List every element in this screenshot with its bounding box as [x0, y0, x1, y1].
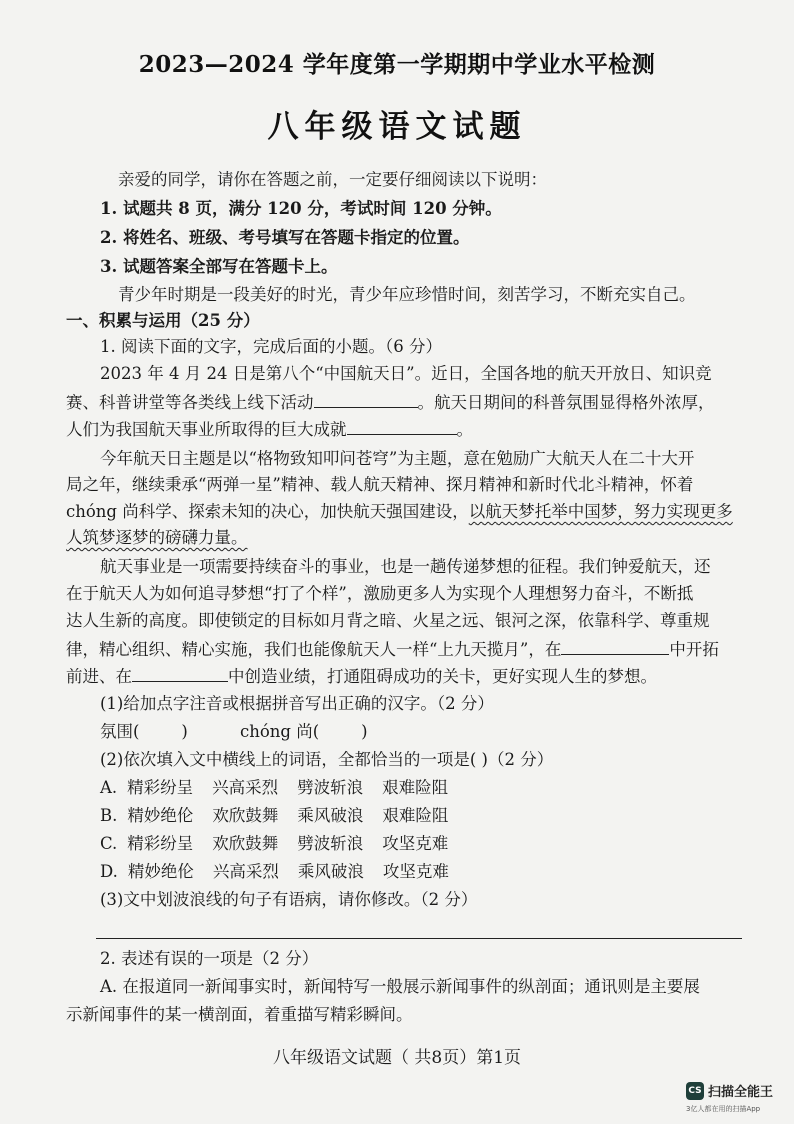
option-word: 乘风破浪 — [297, 862, 364, 881]
option-letter: B. — [100, 806, 118, 825]
subquestion-1-answers — [100, 722, 368, 742]
passage-text: 。 — [456, 420, 473, 439]
option-word: 兴高采烈 — [212, 862, 279, 881]
option-letter: C. — [100, 834, 118, 853]
option-letter: D. — [100, 862, 118, 881]
option-row — [100, 834, 467, 854]
wavy-underlined-sentence: 以航天梦托举中国梦，努力实现更多 — [468, 502, 733, 521]
passage-line: 航天事业是一项需要持续奋斗的事业，也是一趟传递梦想的征程。我们钟爱航天，还 — [100, 557, 711, 576]
passage-line: 2023 年 4 月 24 日是第八个“中国航天日”。近日，全国各地的航天开放日、知识竞 — [100, 364, 712, 383]
wavy-underlined-sentence: 人筑梦逐梦的磅礴力量。 — [66, 528, 248, 547]
motto: 青少年时期是一段美好的时光，青少年应珍惜时间，刻苦学习，不断充实自己。 — [118, 285, 696, 304]
subquestion-3: (3)文中划波浪线的句子有语病，请你修改。（2 分） — [100, 890, 478, 909]
option-row — [100, 806, 467, 826]
answer-line — [96, 938, 742, 939]
passage-line: 今年航天日主题是以“格物致知叩问苍穹”为主题，意在勉励广大航天人在二十大开 — [100, 449, 695, 468]
option-word: 劈波斩浪 — [297, 778, 364, 797]
passage-line — [66, 502, 733, 522]
passage-text: 。航天日期间的科普氛围显得格外浓厚， — [417, 393, 715, 412]
passage-text: 中创造业绩，打通阻碍成功的关卡，更好实现人生的梦想。 — [228, 667, 657, 686]
passage-line: 在于航天人为如何追寻梦想“打了个样”，激励更多人为实现个人理想努力奋斗，不断抵 — [66, 584, 694, 603]
option-word: 艰难险阻 — [382, 778, 449, 797]
option-word: 劈波斩浪 — [297, 834, 364, 853]
passage-text: 人们为我国航天事业所取得的巨大成就 — [66, 420, 347, 439]
instruction-item: 1. 试题共 8 页，满分 120 分，考试时间 120 分钟。 — [100, 199, 502, 218]
option-word: 攻坚克难 — [382, 834, 449, 853]
scanner-watermark — [686, 1080, 786, 1116]
question-1-prompt: 1. 阅读下面的文字，完成后面的小题。（6 分） — [100, 337, 442, 356]
subquestion-1: (1)给加点字注音或根据拼音写出正确的汉字。（2 分） — [100, 694, 494, 713]
option-word: 艰难险阻 — [382, 806, 449, 825]
answer-slot: chóng 尚( ) — [240, 722, 368, 741]
option-word: 欢欣鼓舞 — [212, 806, 279, 825]
passage-text: 赛、科普讲堂等各类线上线下活动 — [66, 393, 314, 412]
answer-blank — [347, 418, 457, 435]
passage-line — [66, 638, 719, 660]
option-word: 精彩纷呈 — [127, 834, 194, 853]
question-2-option-a: A. 在报道同一新闻事实时，新闻特写一般展示新闻事件的纵剖面；通讯则是主要展 — [100, 977, 700, 996]
passage-line — [66, 391, 715, 413]
section-heading: 一、积累与运用（25 分） — [66, 311, 260, 330]
option-word: 精妙绝伦 — [127, 806, 194, 825]
passage-text: 律，精心组织、精心实施，我们也能像航天人一样“上九天揽月”，在 — [66, 640, 562, 659]
answer-slot: 氛围( ) — [100, 722, 188, 741]
instructions-intro: 亲爱的同学，请你在答题之前，一定要仔细阅读以下说明： — [118, 170, 547, 189]
option-word: 乘风破浪 — [297, 806, 364, 825]
passage-line: 达人生新的高度。即使锁定的目标如月背之暗、火星之远、银河之深，依靠科学、尊重规 — [66, 611, 710, 630]
scanner-logo-icon: CS — [686, 1082, 704, 1100]
page-footer: 八年级语文试题（ 共8页）第1页 — [272, 1048, 522, 1068]
subquestion-2: (2)依次填入文中横线上的词语，全都恰当的一项是( )（2 分） — [100, 750, 554, 769]
paper-title: 八年级语文试题 — [267, 109, 527, 145]
option-word: 攻坚克难 — [382, 862, 449, 881]
question-2-option-a-cont: 示新闻事件的某一横剖面，着重描写精彩瞬间。 — [66, 1005, 413, 1024]
answer-blank — [561, 638, 669, 655]
instruction-item: 3. 试题答案全部写在答题卡上。 — [100, 257, 338, 276]
option-word: 精妙绝伦 — [127, 862, 194, 881]
option-row — [100, 778, 467, 798]
answer-blank — [132, 665, 228, 682]
option-row — [100, 862, 468, 882]
exam-title: 2023—2024 学年度第一学期期中学业水平检测 — [138, 51, 656, 78]
passage-line: 局之年，继续秉承“两弹一星”精神、载人航天精神、探月精神和新时代北斗精神，怀着 — [66, 475, 694, 494]
passage-line — [66, 665, 657, 687]
passage-text: chóng 尚科学、探索未知的决心，加快航天强国建设， — [66, 502, 469, 521]
option-word: 欢欣鼓舞 — [212, 834, 279, 853]
option-word: 兴高采烈 — [212, 778, 279, 797]
option-word: 精彩纷呈 — [127, 778, 194, 797]
option-letter: A. — [100, 778, 118, 797]
scanner-name: 扫描全能王 — [708, 1085, 774, 1100]
passage-text: 中开拓 — [669, 640, 719, 659]
passage-line — [66, 418, 473, 440]
answer-blank — [314, 391, 418, 408]
scanner-tagline: 3亿人都在用的扫描App — [686, 1105, 761, 1113]
instruction-item: 2. 将姓名、班级、考号填写在答题卡指定的位置。 — [100, 228, 470, 247]
question-2-prompt: 2. 表述有误的一项是（2 分） — [100, 949, 319, 968]
passage-line — [66, 528, 248, 548]
passage-text: 前进、在 — [66, 667, 132, 686]
